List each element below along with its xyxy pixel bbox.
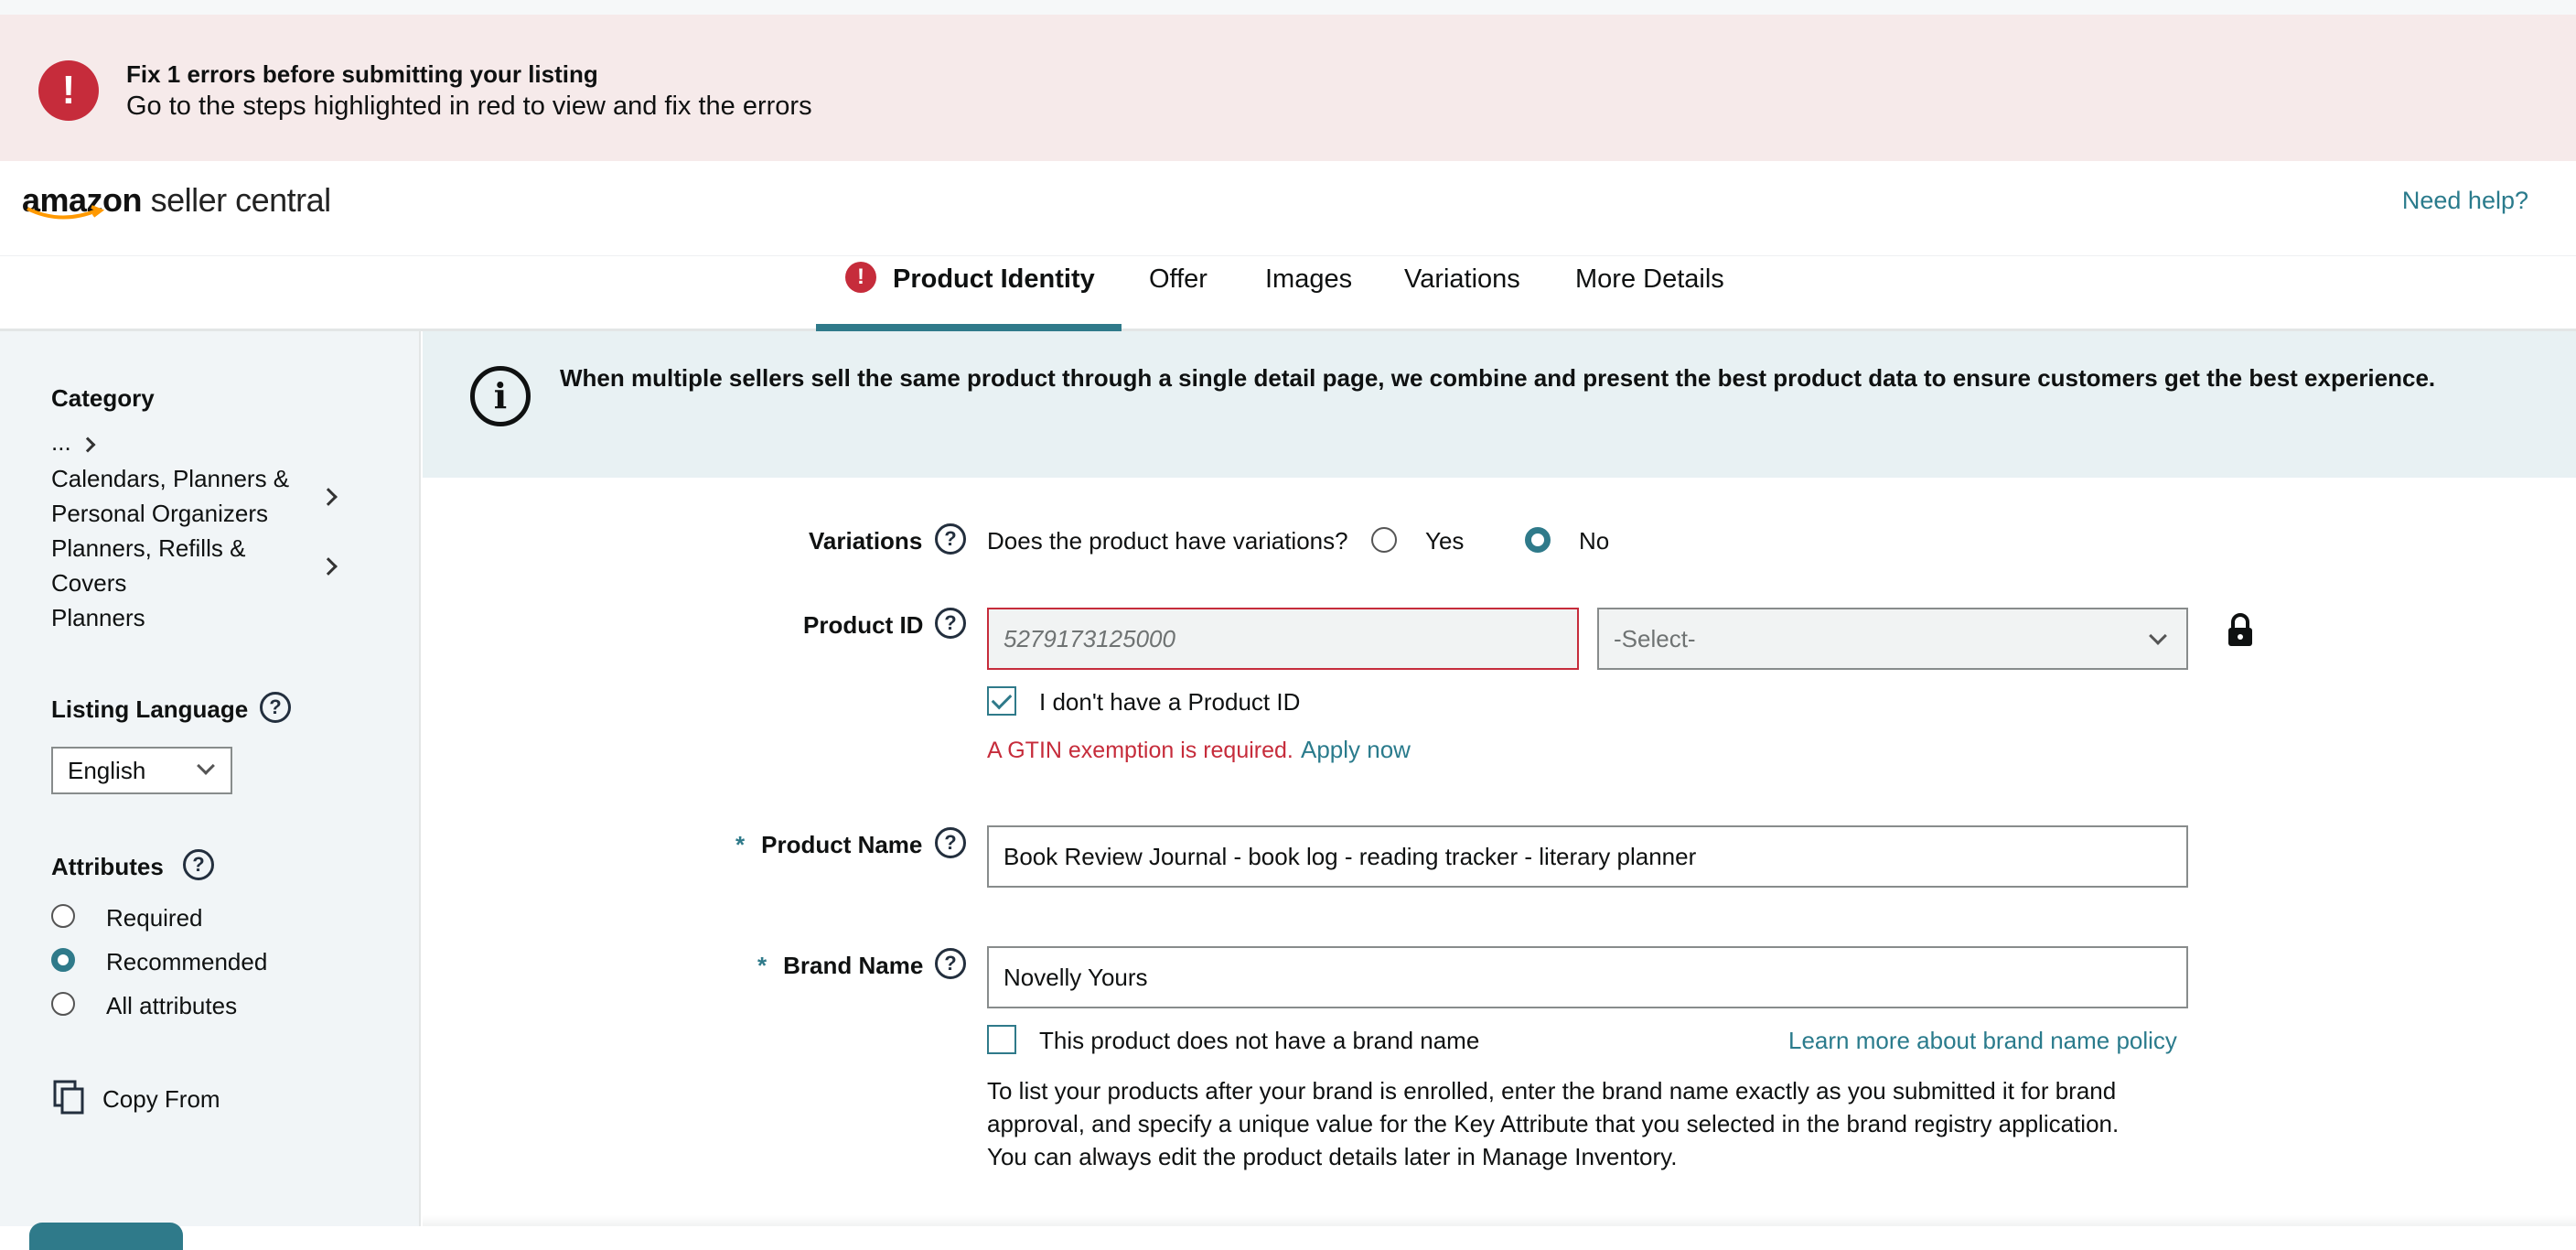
- tab-label: Offer: [1149, 264, 1208, 294]
- required-mark: *: [735, 831, 746, 858]
- brand-help-line: To list your products after your brand is enrolled, enter the brand name exactly as you submitted it for brand: [987, 1077, 2117, 1105]
- variations-question: Does the product have variations?: [987, 527, 1348, 555]
- checkmark-icon: [992, 689, 1013, 710]
- no-brand-name-label: This product does not have a brand name: [1039, 1027, 1480, 1054]
- category-item-line: Planners, Refills &: [51, 534, 246, 562]
- error-banner-message: Go to the steps highlighted in red to view and fix the errors: [126, 92, 812, 121]
- logo-product: seller central: [150, 181, 331, 219]
- listing-language-title: Listing Language: [51, 695, 249, 723]
- page-header: [0, 161, 2576, 256]
- product-id-type-select[interactable]: [1597, 608, 2188, 670]
- tab-label: Images: [1265, 264, 1353, 294]
- tab-label: Variations: [1404, 264, 1520, 294]
- question-icon[interactable]: ?: [935, 608, 966, 639]
- radio-variations-no[interactable]: [1525, 527, 1551, 553]
- product-name-label: [735, 831, 922, 859]
- product-id-label: Product ID: [803, 611, 924, 639]
- category-leaf: Planners: [51, 604, 145, 631]
- brand-name-value: Novelly Yours: [1004, 964, 1148, 991]
- need-help-link[interactable]: Need help?: [2401, 187, 2528, 214]
- category-item-line: Covers: [51, 569, 127, 597]
- top-strip: [0, 0, 2576, 15]
- chevron-down-icon: [2149, 627, 2167, 645]
- info-banner: [423, 331, 2576, 478]
- tab-label: Product Identity: [893, 264, 1095, 294]
- tab-label: More Details: [1575, 264, 1724, 294]
- question-icon[interactable]: ?: [260, 692, 291, 723]
- copy-icon: [53, 1080, 84, 1115]
- product-id-type-value: -Select-: [1614, 625, 1696, 652]
- variations-label: Variations: [809, 527, 923, 555]
- no-product-id-checkbox[interactable]: [987, 686, 1016, 716]
- listing-language-value: English: [68, 757, 146, 784]
- product-name-value: Book Review Journal - book log - reading tracker - literary planner: [1004, 843, 1697, 870]
- error-banner-title: Fix 1 errors before submitting your listing: [126, 60, 598, 88]
- apply-now-link[interactable]: Apply now: [1301, 736, 1411, 763]
- brand-name-label-text: Brand Name: [783, 952, 924, 979]
- step-tabs: [0, 256, 2576, 331]
- tab-more-details[interactable]: [1575, 256, 1724, 331]
- category-item-planners-refills[interactable]: [51, 531, 245, 600]
- tab-images[interactable]: [1265, 256, 1352, 331]
- error-banner: [0, 15, 2576, 161]
- category-item-line: Personal Organizers: [51, 500, 268, 527]
- question-icon[interactable]: ?: [183, 849, 214, 880]
- brand-name-policy-link[interactable]: Learn more about brand name policy: [1788, 1027, 2177, 1054]
- brand-help-line: You can always edit the product details later in Manage Inventory.: [987, 1143, 1678, 1170]
- brand-name-label: [757, 952, 923, 980]
- info-banner-text: When multiple sellers sell the same product through a single detail page, we combine and present the best product data to ensure customers get the best experience.: [560, 364, 2436, 392]
- attribute-option-label: Required: [106, 904, 203, 932]
- error-icon: !: [845, 262, 876, 293]
- brand-name-help-text: [987, 1074, 2119, 1173]
- radio-all-attributes[interactable]: [51, 992, 75, 1016]
- chevron-right-icon[interactable]: [319, 488, 338, 506]
- variations-no-label: No: [1579, 527, 1610, 555]
- no-product-id-label: I don't have a Product ID: [1039, 688, 1301, 716]
- chevron-down-icon: [197, 757, 215, 775]
- attributes-title: Attributes: [51, 853, 164, 880]
- copy-from-label: Copy From: [102, 1085, 220, 1113]
- question-icon[interactable]: ?: [935, 948, 966, 979]
- brand-name-input[interactable]: [987, 946, 2188, 1008]
- required-mark: *: [757, 952, 767, 979]
- no-brand-name-checkbox[interactable]: [987, 1025, 1016, 1054]
- product-id-placeholder: 5279173125000: [1004, 625, 1175, 652]
- brand-help-line: approval, and specify a unique value for the Key Attribute that you selected in the brand registry application.: [987, 1110, 2120, 1137]
- logo-brand: amazon: [22, 181, 143, 219]
- radio-recommended[interactable]: [51, 948, 75, 972]
- listing-language-select[interactable]: [51, 747, 232, 794]
- product-id-input[interactable]: [987, 608, 1579, 670]
- bottom-shadow: [423, 1215, 2576, 1226]
- product-name-label-text: Product Name: [761, 831, 923, 858]
- tab-variations[interactable]: [1404, 256, 1520, 331]
- variations-yes-label: Yes: [1425, 527, 1465, 555]
- chevron-right-icon[interactable]: [319, 557, 338, 576]
- chevron-right-icon: [80, 437, 96, 453]
- lock-icon: [2227, 613, 2254, 648]
- category-item-calendars[interactable]: [51, 461, 289, 531]
- question-icon[interactable]: ?: [935, 523, 966, 555]
- question-icon[interactable]: ?: [935, 827, 966, 858]
- tab-offer[interactable]: [1149, 256, 1208, 331]
- attribute-option-label: All attributes: [106, 992, 238, 1019]
- radio-variations-yes[interactable]: [1371, 527, 1397, 553]
- product-name-input[interactable]: [987, 825, 2188, 888]
- sidebar-bottom-button[interactable]: [29, 1223, 183, 1250]
- amazon-smile-icon: [24, 205, 106, 223]
- gtin-exemption-error: A GTIN exemption is required.: [987, 738, 1293, 763]
- exclamation-icon: !: [38, 60, 99, 121]
- category-item-line: Calendars, Planners &: [51, 465, 290, 492]
- radio-required[interactable]: [51, 904, 75, 928]
- category-breadcrumb-ellipsis[interactable]: ...: [51, 428, 71, 456]
- sidebar: [0, 331, 421, 1226]
- tab-product-identity[interactable]: [816, 256, 1122, 331]
- info-icon: i: [470, 366, 531, 426]
- attribute-option-label: Recommended: [106, 948, 268, 975]
- category-title: Category: [51, 384, 155, 412]
